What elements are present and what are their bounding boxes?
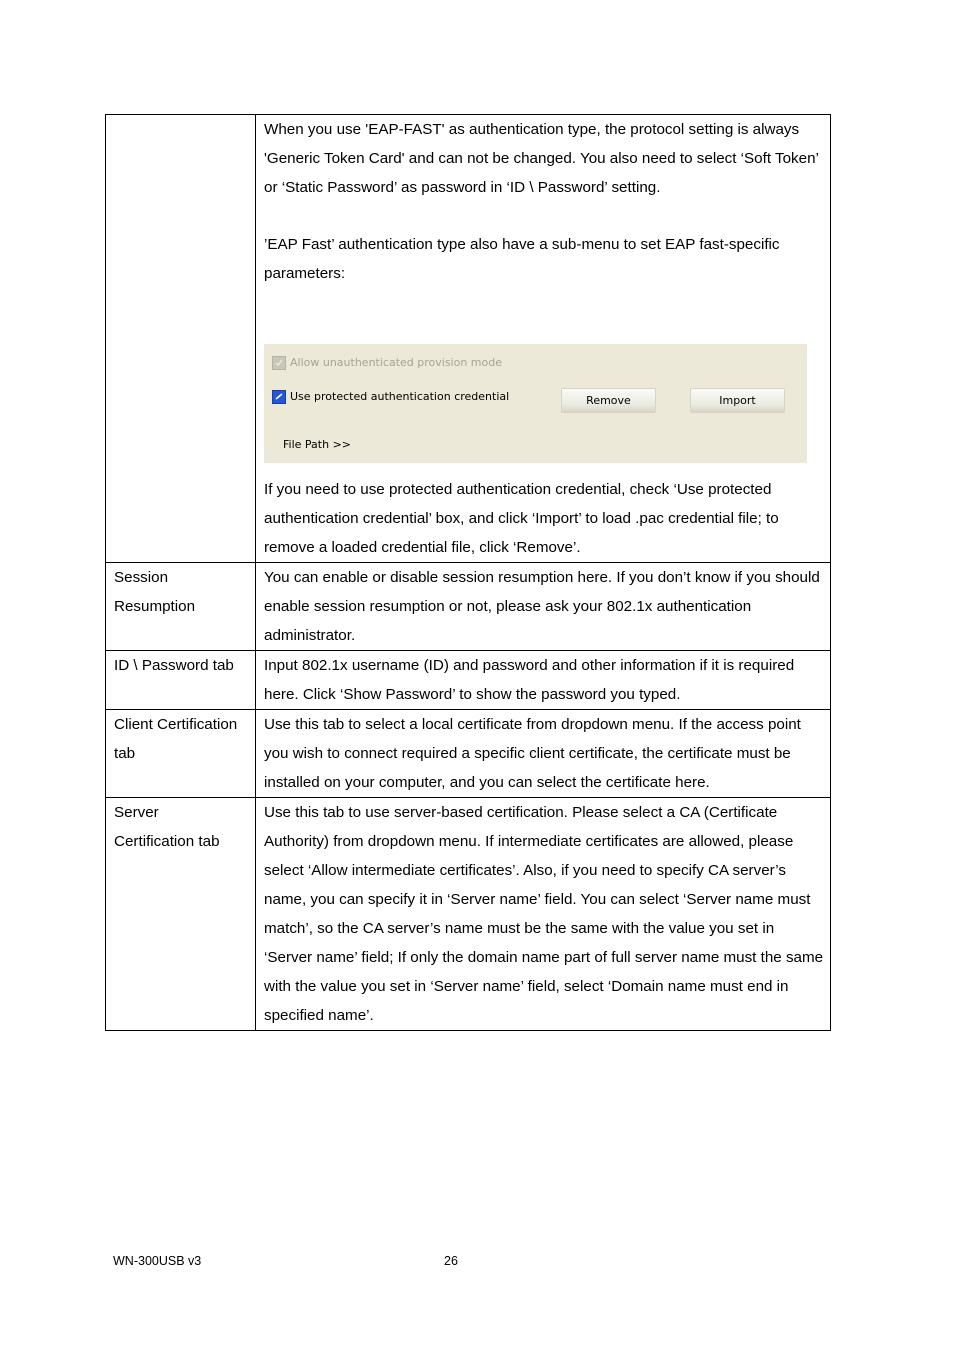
file-path-label: File Path >> (283, 438, 351, 451)
label-line: Server (114, 804, 159, 821)
row-description: Use this tab to use server-based certification. Please select a CA (Certificate Authority) from dropdown menu. If intermediate certificates are allowed, please select ‘Allow intermediate certificates’. Also, if you need to specify CA server’s name, you can specify it in ‘Server name’ field. You can select ‘Server name must match’, so the CA server’s name must be the same with the value you set in ‘Server name’ field; If only the domain name part of full server name must the same with the value you set in ‘Server name’ field, select ‘Domain name must end in specified name’. (256, 798, 831, 1031)
label-line: Client Certification (114, 716, 238, 733)
table-row (106, 798, 831, 1031)
label-line: Session (114, 569, 169, 586)
footer-page-number: 26 (444, 1254, 458, 1268)
label-line: Resumption (114, 598, 196, 615)
use-protected-credential-checkbox[interactable] (272, 390, 286, 404)
table-row (106, 563, 831, 651)
allow-unauthenticated-row (272, 356, 502, 370)
table-row (106, 710, 831, 798)
eap-fast-submenu-paragraph: ’EAP Fast’ authentication type also have a sub-menu to set EAP fast-specific parameters: (264, 236, 780, 282)
credential-instructions-paragraph: If you need to use protected authentication credential, check ‘Use protected authentication credential’ box, and click ‘Import’ to load .pac credential file; to remove a loaded credential file, click ‘Remove’. (264, 481, 779, 556)
row-label-empty (106, 115, 256, 563)
allow-unauthenticated-label: Allow unauthenticated provision mode (290, 356, 502, 369)
row-description: You can enable or disable session resumption here. If you don’t know if you should enable session resumption or not, please ask your 802.1x authentication administrator. (256, 563, 831, 651)
row-label: ID \ Password tab (106, 651, 256, 710)
table-row (106, 651, 831, 710)
eap-fast-settings-panel (264, 344, 807, 463)
label-line: tab (114, 745, 136, 762)
row-description (256, 115, 831, 563)
import-button[interactable]: Import (690, 388, 785, 413)
row-label (106, 563, 256, 651)
remove-button[interactable]: Remove (561, 388, 656, 413)
checkbox-check-icon (275, 393, 283, 401)
allow-unauthenticated-checkbox[interactable] (272, 356, 286, 370)
checkbox-check-icon (275, 359, 283, 367)
row-description: Use this tab to select a local certificate from dropdown menu. If the access point you wish to connect required a specific client certificate, the certificate must be installed on your computer, and you can select the certificate here. (256, 710, 831, 798)
settings-description-table (105, 114, 831, 1031)
label-line: Certification tab (114, 833, 220, 850)
row-label (106, 710, 256, 798)
eap-fast-paragraph: When you use 'EAP-FAST' as authentication type, the protocol setting is always 'Generic Token Card' and can not be changed. You also need to select ‘Soft Token’ or ‘Static Password’ as password in ‘ID \ Password’ setting. (264, 121, 819, 196)
use-protected-credential-label: Use protected authentication credential (290, 390, 510, 403)
use-protected-credential-row (272, 390, 509, 404)
table-row (106, 115, 831, 563)
row-label (106, 798, 256, 1031)
row-description: Input 802.1x username (ID) and password and other information if it is required here. Click ‘Show Password’ to show the password you typed. (256, 651, 831, 710)
footer-model-name: WN-300USB v3 (113, 1254, 202, 1268)
